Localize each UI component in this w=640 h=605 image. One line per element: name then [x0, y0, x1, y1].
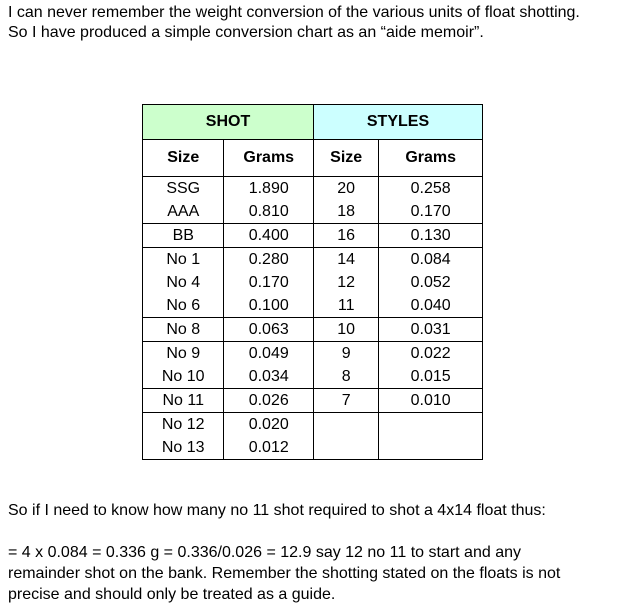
table-row-group [143, 413, 483, 460]
shot-grams-cell: 0.280 [224, 248, 314, 272]
calculation-text [8, 542, 560, 605]
shot-size-cell: AAA [143, 200, 224, 224]
table-row [143, 177, 483, 201]
table-row [143, 389, 483, 413]
styles-size-cell: 18 [314, 200, 379, 224]
shot-size-column-header: Size [143, 140, 224, 177]
styles-grams-cell: 0.022 [379, 342, 483, 366]
shot-size-cell: No 13 [143, 436, 224, 460]
table-row-group [143, 177, 483, 224]
styles-size-cell: 9 [314, 342, 379, 366]
table-row [143, 413, 483, 437]
styles-size-cell [314, 413, 379, 437]
shot-grams-cell: 0.034 [224, 365, 314, 389]
table-row [143, 271, 483, 294]
shot-size-cell: No 11 [143, 389, 224, 413]
table-row-group [143, 389, 483, 413]
table-row [143, 224, 483, 248]
table-row [143, 200, 483, 224]
styles-grams-cell: 0.130 [379, 224, 483, 248]
styles-grams-cell [379, 413, 483, 437]
shot-grams-cell: 0.049 [224, 342, 314, 366]
calc-line-1: = 4 x 0.084 = 0.336 g = 0.336/0.026 = 12.9 say 12 no 11 to start and any [8, 544, 521, 561]
shot-grams-cell: 0.026 [224, 389, 314, 413]
table-row-group [143, 342, 483, 389]
shot-size-cell: No 10 [143, 365, 224, 389]
table-row [143, 294, 483, 318]
styles-size-cell: 14 [314, 248, 379, 272]
question-text: So if I need to know how many no 11 shot required to shot a 4x14 float thus: [8, 502, 546, 519]
styles-size-cell: 8 [314, 365, 379, 389]
styles-grams-cell: 0.052 [379, 271, 483, 294]
styles-size-column-header: Size [314, 140, 379, 177]
calc-line-2: remainder shot on the bank. Remember the shotting stated on the floats is not [8, 565, 561, 582]
shot-size-cell: SSG [143, 177, 224, 201]
styles-size-cell: 20 [314, 177, 379, 201]
styles-grams-cell: 0.040 [379, 294, 483, 318]
intro-line-2: So I have produced a simple conversion chart as an “aide memoir”. [8, 24, 484, 41]
shot-size-cell: No 1 [143, 248, 224, 272]
styles-grams-cell: 0.170 [379, 200, 483, 224]
styles-grams-cell: 0.084 [379, 248, 483, 272]
shot-grams-cell: 0.063 [224, 318, 314, 342]
styles-grams-cell: 0.015 [379, 365, 483, 389]
styles-size-cell: 11 [314, 294, 379, 318]
calc-line-3: precise and should only be treated as a guide. [8, 586, 336, 603]
styles-size-cell: 12 [314, 271, 379, 294]
shot-grams-column-header: Grams [224, 140, 314, 177]
styles-size-cell: 10 [314, 318, 379, 342]
table-row [143, 318, 483, 342]
table-row-group [143, 248, 483, 318]
table-row [143, 342, 483, 366]
styles-grams-cell: 0.010 [379, 389, 483, 413]
styles-size-cell [314, 436, 379, 460]
shot-grams-cell: 0.170 [224, 271, 314, 294]
shot-grams-cell: 0.020 [224, 413, 314, 437]
shot-size-cell: No 4 [143, 271, 224, 294]
styles-grams-cell [379, 436, 483, 460]
styles-size-cell: 7 [314, 389, 379, 413]
table-row [143, 365, 483, 389]
styles-header: STYLES [314, 105, 483, 140]
shot-grams-cell: 0.400 [224, 224, 314, 248]
shot-grams-cell: 1.890 [224, 177, 314, 201]
conversion-table [142, 104, 483, 460]
shot-header: SHOT [143, 105, 314, 140]
intro-text [8, 3, 580, 43]
shot-size-cell: No 9 [143, 342, 224, 366]
shot-size-cell: No 8 [143, 318, 224, 342]
table-row-group [143, 224, 483, 248]
shot-size-cell: BB [143, 224, 224, 248]
table-row [143, 248, 483, 272]
table-row [143, 436, 483, 460]
shot-grams-cell: 0.810 [224, 200, 314, 224]
table-row-group [143, 318, 483, 342]
styles-grams-cell: 0.031 [379, 318, 483, 342]
intro-line-1: I can never remember the weight conversion of the various units of float shotting. [8, 4, 580, 21]
shot-size-cell: No 6 [143, 294, 224, 318]
styles-size-cell: 16 [314, 224, 379, 248]
shot-grams-cell: 0.100 [224, 294, 314, 318]
styles-grams-column-header: Grams [379, 140, 483, 177]
shot-grams-cell: 0.012 [224, 436, 314, 460]
styles-grams-cell: 0.258 [379, 177, 483, 201]
shot-size-cell: No 12 [143, 413, 224, 437]
